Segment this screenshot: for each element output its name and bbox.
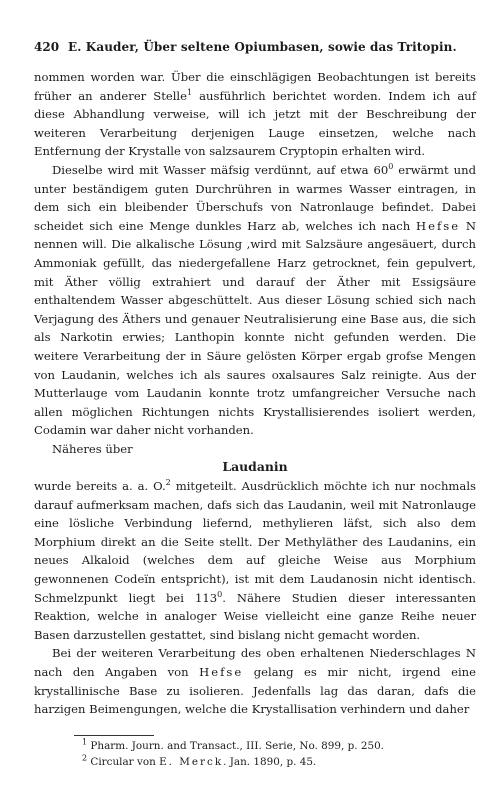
footnote-1: $^1$ Pharm. Journ. and Transact., III. Serie, No. 899, p. 250. [82,737,384,752]
footnote-number: 1 [82,737,88,747]
footnote-ref-2[interactable]: 2 [165,478,171,488]
degree-sign: 0 [388,162,394,172]
author-name-merck: E. Merck [159,755,224,768]
author-name-hefse: Hefse [199,665,244,679]
paragraph-3: Näheres über [52,441,133,456]
paragraph-1: nommen worden war. Über die einschlägigen Beobachtungen ist bereits früher an anderer Stelle$^1$ ausführlich berichtet worden. Indem ich auf diese Abhandlung verweise, will ich jetzt mit der Beschreibung der weiteren Verarbeitung derjenigen Lauge einsetzen, welche nach Entfernung der Krystalle von salzsaurem Cryptopin erhalten wird. [34,70,476,159]
footnote-number: 2 [82,753,88,763]
running-header [34,38,476,64]
document-page [34,38,476,770]
footnote-ref-1[interactable]: 1 [187,87,193,97]
paragraph-4: wurde bereits a. a. O.$^2$ mitgeteilt. Ausdrücklich möchte ich nur nochmals darauf aufmerksam machen, dafs sich das Laudanin, weil mit Natronlauge eine lösliche Verbindung liefernd, methylieren läfst, sich also dem Morphium direkt an die Seite stellt. Der Methyläther des Laudanins, ein neues Alkaloid (welches dem auf gleiche Weise aus Morphium gewonnenen Codeïn entspricht), ist mit dem Laudanosin nicht identisch. Schmelzpunkt liegt bei $113^0$. Nähere Studien dieser interessanten Reaktion, welche in analoger Weise vielleicht eine ganze Reihe neuer Basen darzustellen gestattet, sind bislang nicht gemacht worden. [34,478,476,642]
footnote-divider [74,735,154,736]
running-title: E. Kauder, Über seltene Opiumbasen, sowie das Tritopin. [68,40,457,54]
paragraph-5: Bei der weiteren Verarbeitung des oben erhaltenen Niederschlages N nach den Angaben von Hefse gelang es mir nicht, irgend eine krystallinische Base zu isolieren. Jedenfalls lag das daran, dafs die harzigen Beimengungen, welche die Krystallisation verhindern und daher [34,646,477,717]
paragraph-2: Dieselbe wird mit Wasser mäfsig verdünnt, auf etwa $60^0$ erwärmt und unter beständigem guten Durchrühren in warmes Wasser eintragen, in dem sich ein bleibender Überschufs von Natronlauge befindet. Dabei scheidet sich eine Menge dunkles Harz ab, welches ich nach Hefse N nennen will. Die alkalische Lösung ,wird mit Salzsäure angesäuert, durch Ammoniak gefüllt, das niedergefallene Harz getrocknet, fein gepulvert, mit Äther völlig extrahiert und darauf der Äther mit Essigsäure enthaltendem Wasser abgeschüttelt. Aus dieser Lösung schied sich nach Verjagung des Äthers und genauer Neutralisierung eine Base aus, die sich als Narkotin erwies; Lanthopin konnte nicht gefunden werden. Die weitere Verarbeitung der in Säure gelösten Körper ergab grofse Mengen von Laudanin, welches ich als saures oxalsaures Salz reinigte. Aus der Mutterlauge vom Laudanin konnte trotz umfangreicher Versuche nach allen möglichen Richtungen nichts Krystallisierendes isoliert werden, Codamin war daher nicht vorhanden. [34,162,476,438]
section-heading-laudanin: Laudanin [222,459,288,475]
degree-sign: 0 [217,589,223,599]
footnote-2: $^2$ Circular von E. Merck. Jan. 1890, p. 45. [82,753,317,768]
author-name-hefse: Hefse [416,218,461,233]
page-number: 420 [34,40,60,54]
